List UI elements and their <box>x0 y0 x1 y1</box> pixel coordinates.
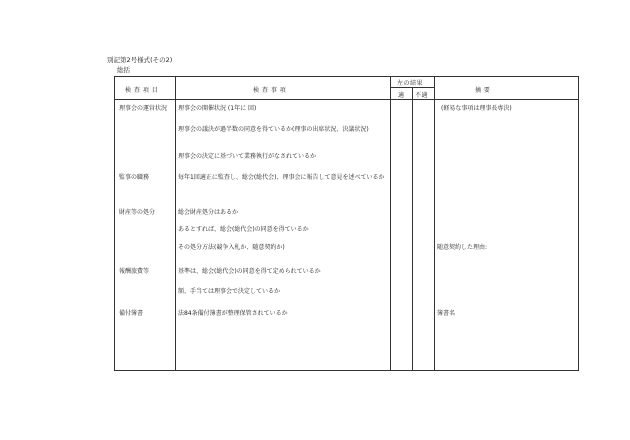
form-title: 別記第2号様式(その2) <box>107 56 173 64</box>
column-divider <box>412 88 413 370</box>
header-result-ng: 不適 <box>415 92 429 99</box>
column-divider <box>434 77 435 370</box>
category-records: 備付簿書 <box>119 310 144 317</box>
item-board-resolution: 理事会の議決が過半数の同意を得ているか(理事の出席状況、決議状況) <box>178 126 369 133</box>
header-category: 検 査 項 目 <box>125 87 159 94</box>
header-divider <box>390 87 434 88</box>
column-divider <box>390 77 391 370</box>
header-result-group: 左の結果 <box>397 80 424 87</box>
item-annual-audit: 毎年1回適正に監査し、総会(総代会)、理事会に報告して意見を述べているか <box>178 174 385 181</box>
remark-board-operation: (軽易な事項は理事長専決) <box>441 105 512 112</box>
category-asset-disposal: 財産等の処分 <box>119 209 156 216</box>
remark-records-names: 簿書名 <box>437 310 456 317</box>
item-records-kept: 法84条備付簿書が整理保管されているか <box>178 310 288 317</box>
item-remuneration-standard: 基準は、総会(総代会)の同意を得て定められているか <box>178 268 321 275</box>
section-title: 総括 <box>117 66 130 74</box>
item-board-meetings: 理事会の開催状況 (1年に 回) <box>178 105 257 112</box>
item-disposal-exists: 総会財産処分はあるか <box>178 209 239 216</box>
remark-disposal-reason: 随意契約した理由: <box>437 244 488 251</box>
item-board-execution: 理事会の決定に基づいて業務執行がなされているか <box>178 153 317 160</box>
category-auditor-duties: 監事の職務 <box>119 174 150 181</box>
item-disposal-consent: あるとすれば、総会(総代会)の同意を得ているか <box>178 226 309 233</box>
header-result-ok: 適 <box>398 92 405 99</box>
header-bottom-line <box>115 99 578 100</box>
item-allowance-decision: 額、手当ては理事会で決定しているか <box>178 288 281 295</box>
inspection-table <box>114 76 579 371</box>
header-remarks: 摘 要 <box>475 87 491 94</box>
category-board-operation: 理事会の運営状況 <box>119 105 168 112</box>
column-divider <box>175 77 176 370</box>
item-disposal-method: その処分方法(競争入札か、随意契約か) <box>178 244 285 251</box>
category-remuneration: 報酬旅費等 <box>119 268 150 275</box>
header-items: 検 査 事 項 <box>253 87 287 94</box>
